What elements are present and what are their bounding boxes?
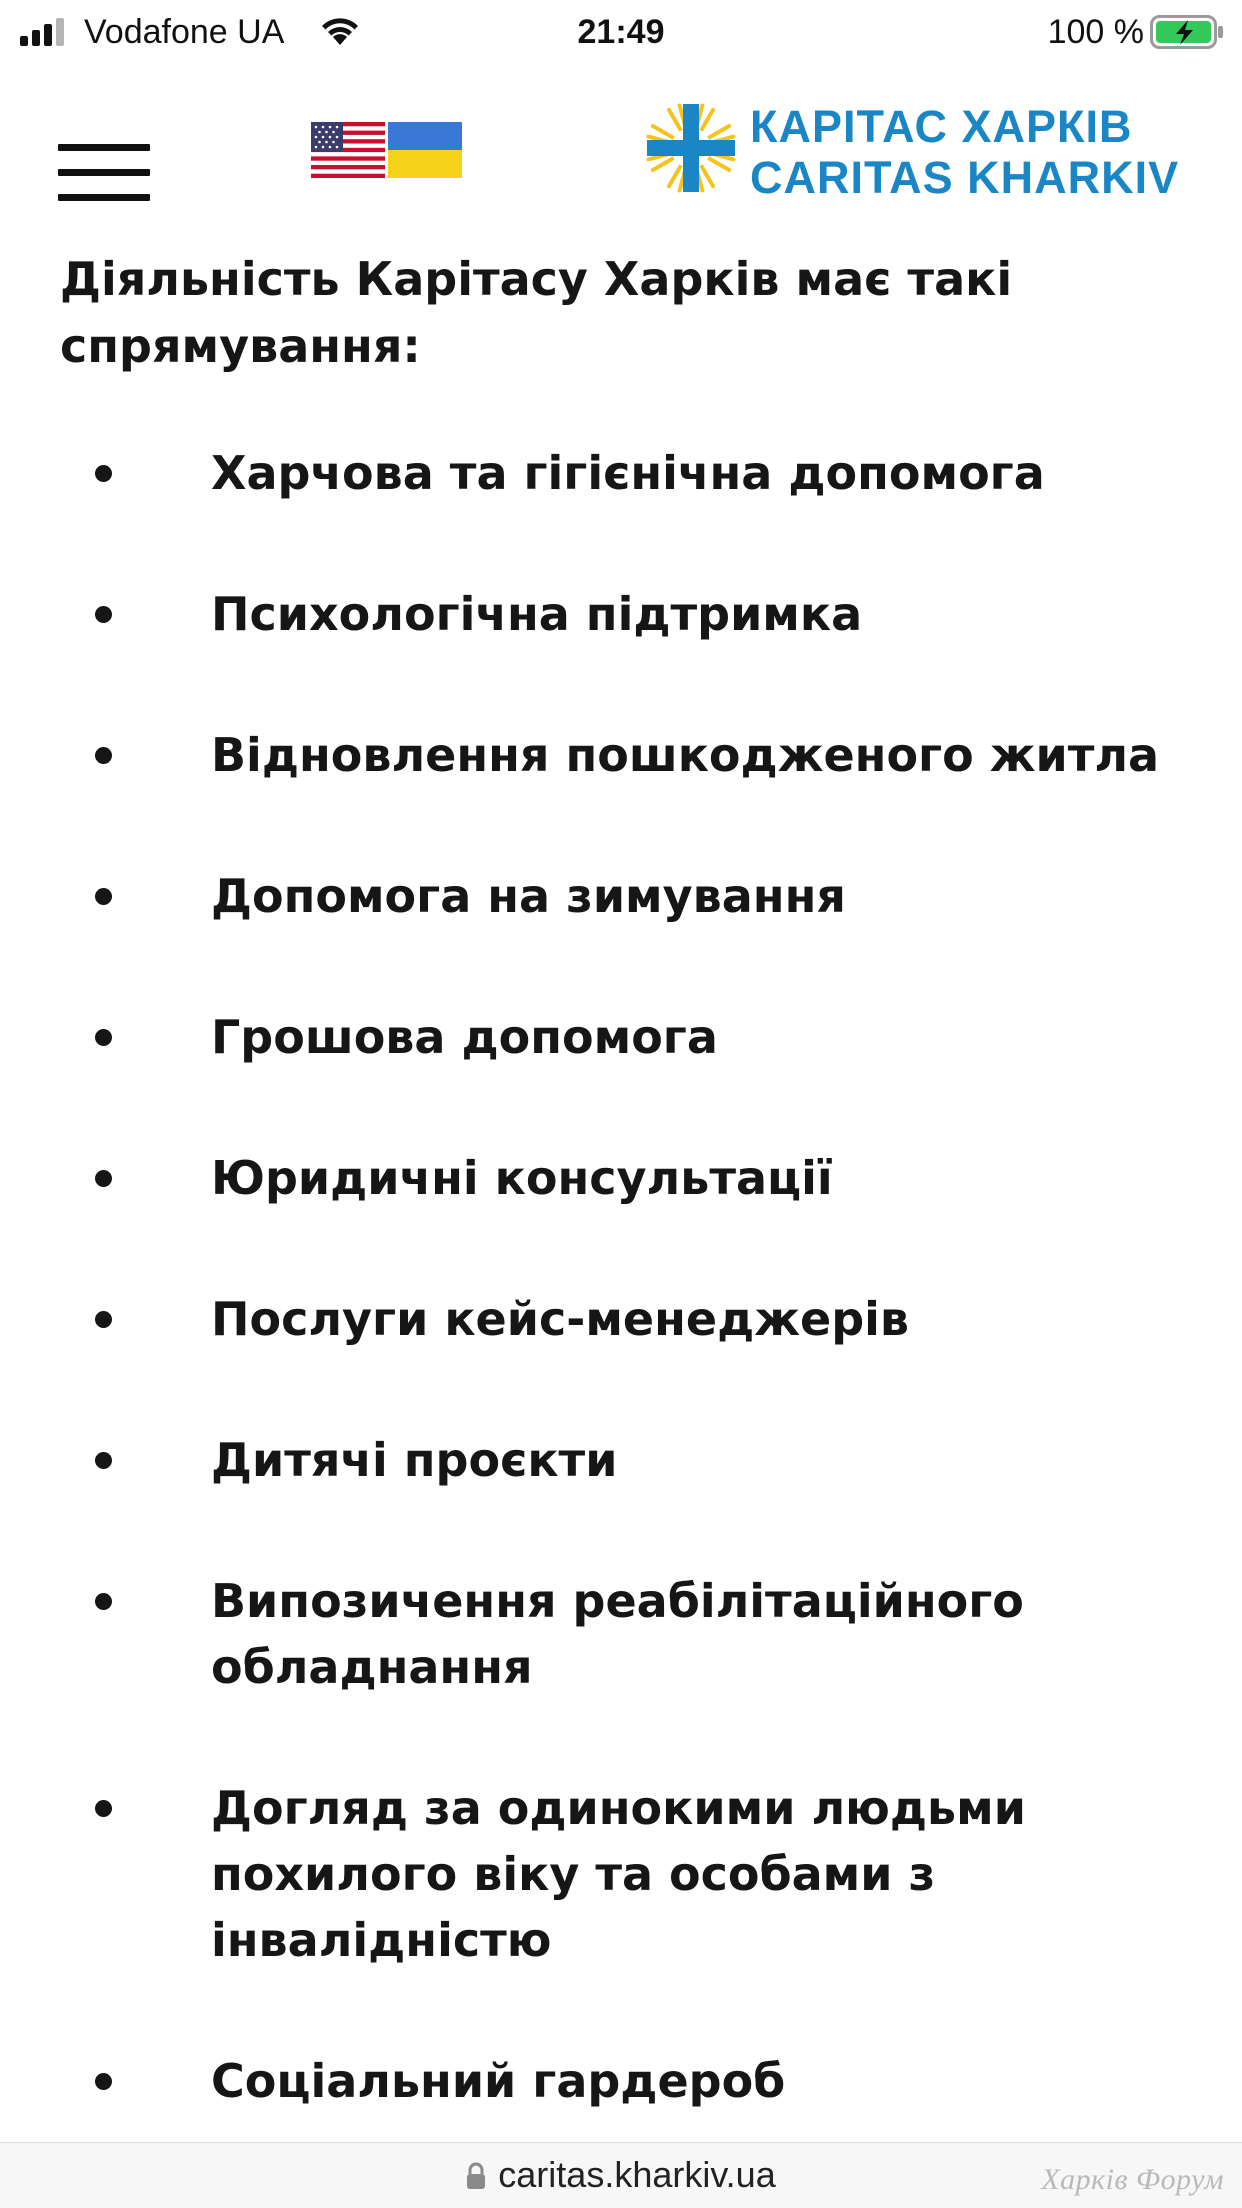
carrier-name: Vodafone UA	[84, 13, 285, 51]
ukraine-flag-icon[interactable]	[388, 122, 462, 178]
menu-button[interactable]	[58, 122, 152, 180]
list-item-text: Дитячі проєкти	[211, 1433, 618, 1487]
url-text: caritas.kharkiv.ua	[498, 2154, 776, 2195]
bullet-icon	[95, 1593, 112, 1610]
status-bar	[0, 0, 1242, 62]
caritas-cross-icon	[643, 100, 739, 196]
bullet-icon	[95, 1800, 112, 1817]
watermark: Харків Форум	[1041, 2163, 1224, 2196]
list-item-text: Соціальний гардероб	[211, 2054, 786, 2108]
bullet-icon	[95, 465, 112, 482]
list-item-text: Відновлення пошкодженого житла	[211, 728, 1160, 782]
bullet-icon	[95, 1311, 112, 1328]
list-item-text: Грошова допомога	[211, 1010, 718, 1064]
battery-charging-icon	[1150, 15, 1224, 49]
site-header	[0, 100, 1242, 210]
bullet-icon	[95, 2073, 112, 2090]
list-item-text: Догляд за одинокими людьми похилого віку та особами з інвалідністю	[211, 1781, 1026, 1967]
list-item-text: Випозичення реабілітаційного обладнання	[211, 1574, 1024, 1694]
battery-percentage: 100 %	[1047, 13, 1144, 51]
bullet-icon	[95, 1029, 112, 1046]
logo-line-ukrainian: КАРІТАС ХАРКІВ	[750, 101, 1133, 152]
logo-line-english: CARITAS KHARKIV	[750, 152, 1180, 203]
caritas-logo[interactable]	[643, 100, 1180, 203]
browser-url-bar[interactable]	[0, 2142, 1242, 2208]
bullet-icon	[95, 1452, 112, 1469]
list-item-text: Послуги кейс-менеджерів	[211, 1292, 910, 1346]
list-item-text: Допомога на зимування	[211, 869, 846, 923]
bullet-icon	[95, 888, 112, 905]
bullet-icon	[95, 606, 112, 623]
logo-text	[750, 101, 1179, 203]
clock: 21:49	[577, 13, 665, 51]
list-item-text: Харчова та гігієнічна допомога	[211, 446, 1045, 500]
bullet-icon	[95, 747, 112, 764]
us-flag-icon[interactable]	[311, 122, 385, 178]
lock-icon	[466, 2162, 486, 2190]
list-item-text: Психологічна підтримка	[211, 587, 863, 641]
list-item-text: Юридичні консультації	[211, 1151, 833, 1205]
section-intro: Діяльність Карітасу Харків має такі спрямування:	[60, 252, 1013, 373]
hamburger-menu-icon	[58, 144, 150, 151]
bullet-icon	[95, 1170, 112, 1187]
